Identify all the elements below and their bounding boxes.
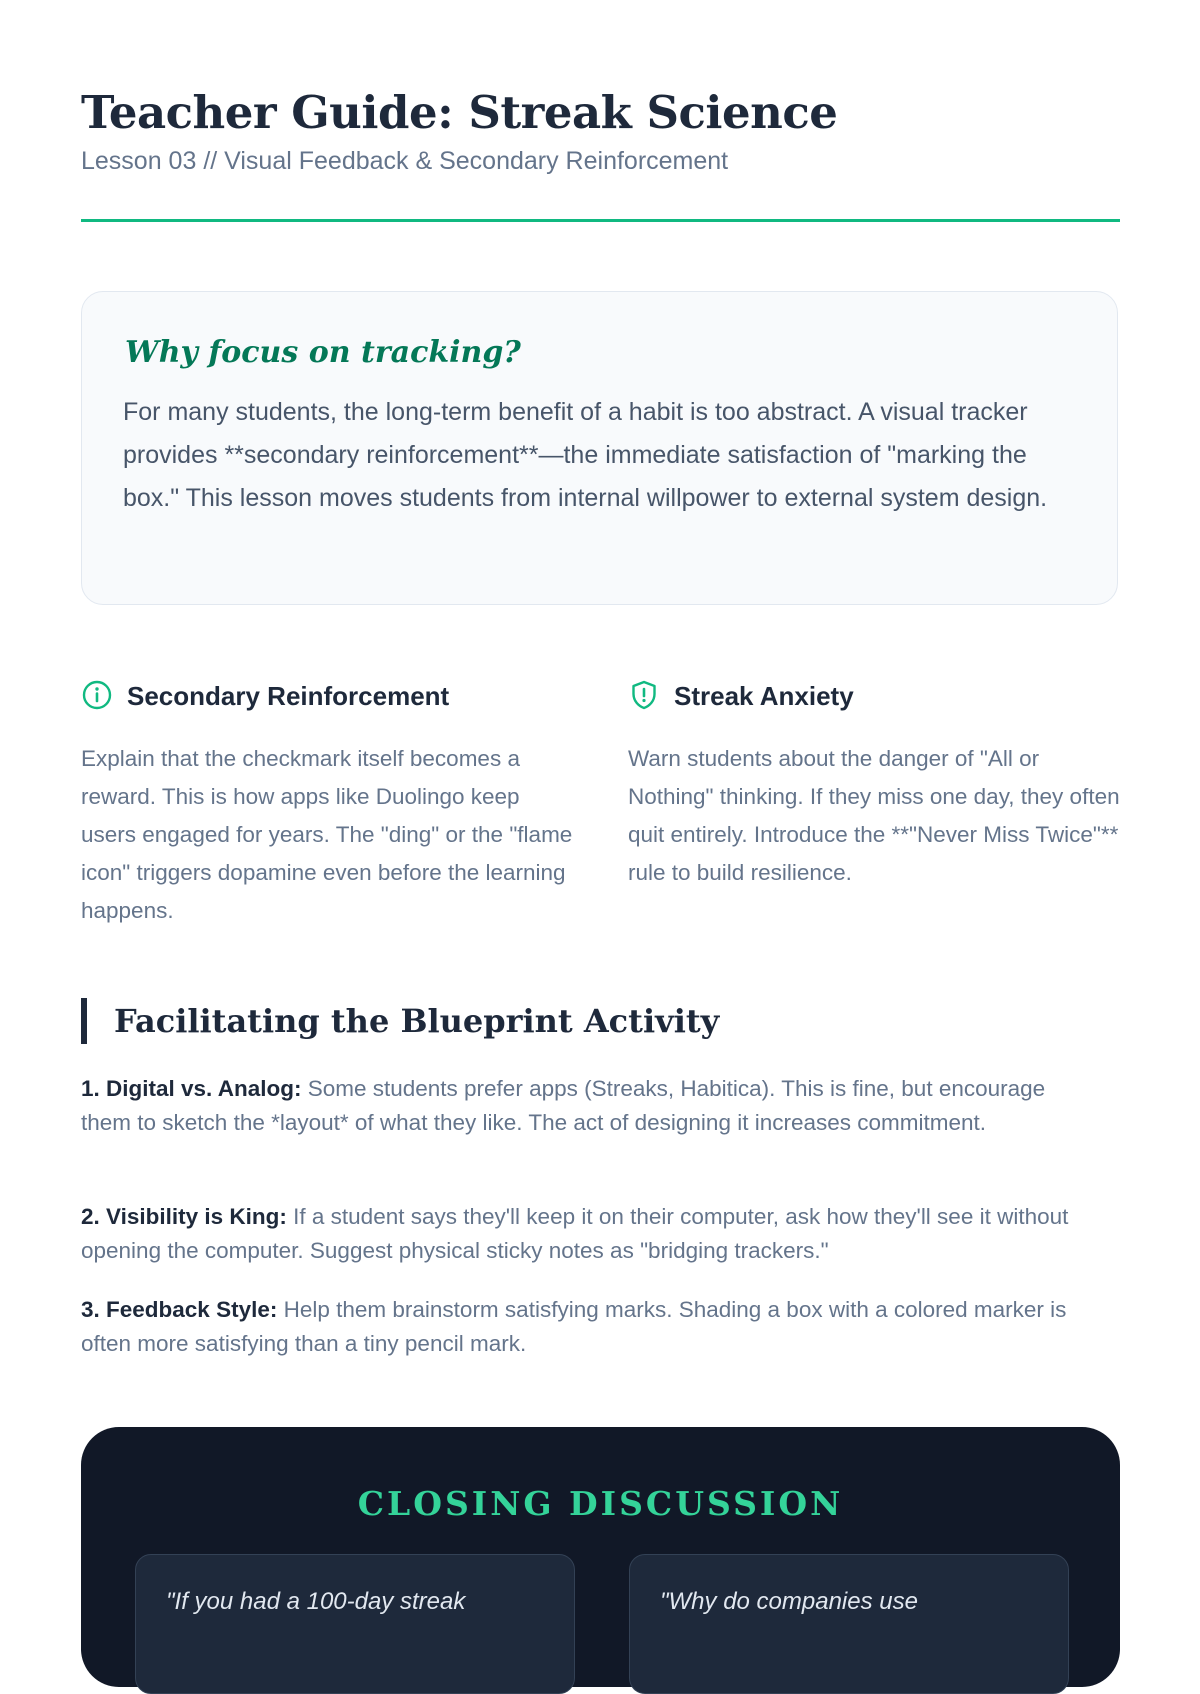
column-title: Streak Anxiety bbox=[674, 681, 854, 711]
section-accent-bar bbox=[81, 998, 87, 1044]
secondary-reinforcement-column bbox=[81, 676, 576, 930]
column-body: Explain that the checkmark itself becomes a reward. This is how apps like Duolingo keep users engaged for years. The "ding" or the "flame icon" triggers dopamine even before the learning happens. bbox=[81, 746, 573, 923]
activity-step bbox=[81, 1293, 1101, 1361]
discussion-question-card bbox=[629, 1554, 1069, 1694]
discussion-question: "Why do companies use bbox=[660, 1588, 918, 1615]
step-label: 3. Feedback Style: bbox=[81, 1297, 278, 1322]
activity-step bbox=[81, 1200, 1101, 1268]
header-divider bbox=[81, 219, 1120, 222]
streak-anxiety-column bbox=[628, 676, 1123, 892]
step-label: 2. Visibility is King: bbox=[81, 1204, 287, 1229]
activity-step bbox=[81, 1072, 1101, 1140]
step-text: Help them brainstorm satisfying marks. Shading a box with a colored marker is often more satisfying than a tiny pencil mark. bbox=[81, 1297, 1067, 1356]
why-tracking-title: Why focus on tracking? bbox=[125, 335, 521, 370]
column-header bbox=[81, 676, 576, 716]
column-title: Secondary Reinforcement bbox=[127, 681, 450, 711]
page-title: Teacher Guide: Streak Science bbox=[81, 86, 838, 139]
step-label: 1. Digital vs. Analog: bbox=[81, 1076, 302, 1101]
why-tracking-body: For many students, the long-term benefit of a habit is too abstract. A visual tracker provides **secondary reinforcement**—the immediate satisfaction of "marking the box." This lesson moves students from internal willpower to external system design. bbox=[123, 398, 1048, 512]
page-subtitle: Lesson 03 // Visual Feedback & Secondary Reinforcement bbox=[81, 147, 729, 175]
step-text: If a student says they'll keep it on their computer, ask how they'll see it without opening the computer. Suggest physical sticky notes as "bridging trackers." bbox=[81, 1204, 1069, 1263]
closing-title: CLOSING DISCUSSION bbox=[357, 1484, 844, 1523]
closing-discussion-panel bbox=[81, 1427, 1120, 1687]
discussion-question-card bbox=[135, 1554, 575, 1694]
info-circle-icon bbox=[81, 679, 113, 711]
shield-alert-icon bbox=[628, 679, 660, 711]
why-tracking-card bbox=[81, 291, 1118, 605]
discussion-question: "If you had a 100-day streak bbox=[166, 1588, 466, 1615]
step-text: Some students prefer apps (Streaks, Habitica). This is fine, but encourage them to sketch the *layout* of what they like. The act of designing it increases commitment. bbox=[81, 1076, 1046, 1135]
column-header bbox=[628, 676, 1123, 716]
activity-section-title: Facilitating the Blueprint Activity bbox=[114, 1002, 720, 1040]
column-body: Warn students about the danger of "All or Nothing" thinking. If they miss one day, they often quit entirely. Introduce the **"Never Miss Twice"** rule to build resilience. bbox=[628, 746, 1120, 885]
